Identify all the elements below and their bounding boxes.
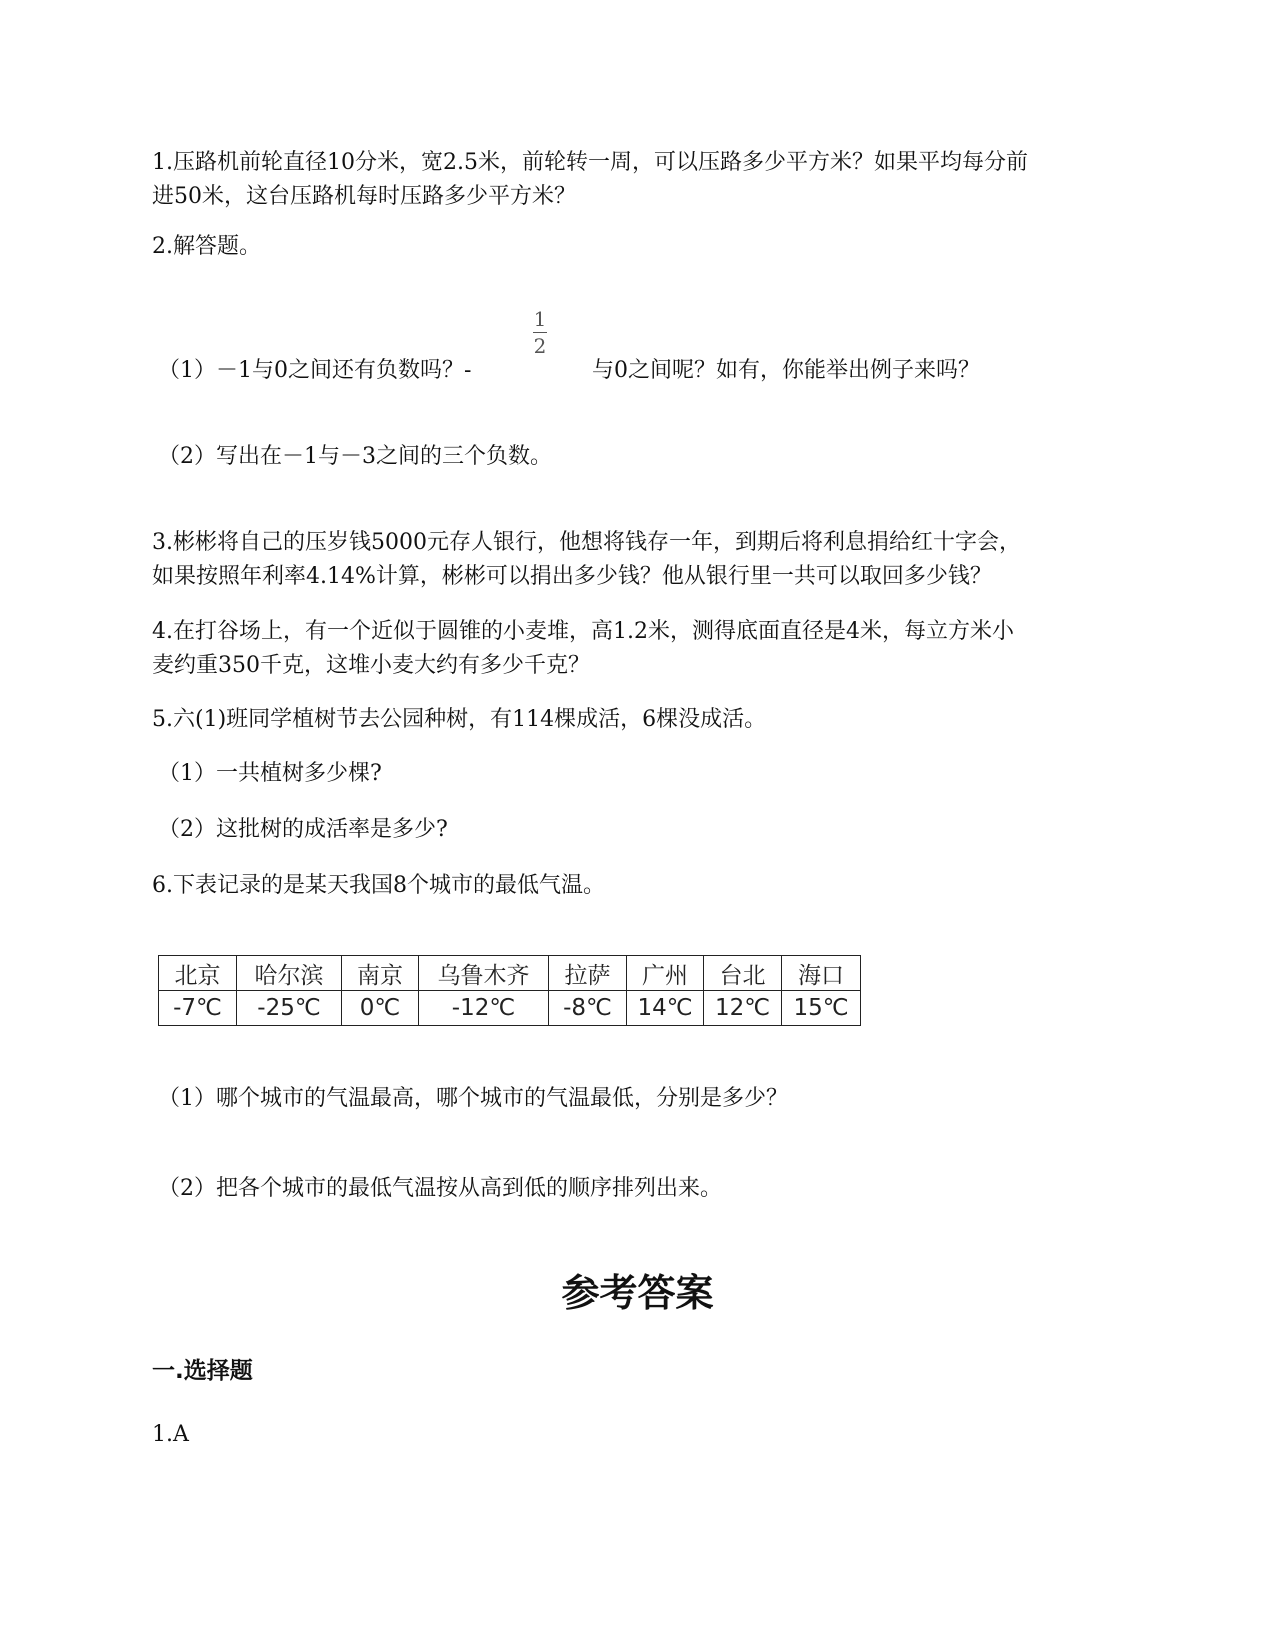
fraction-numerator: 1 — [533, 307, 547, 331]
table-cell-city: 台北 — [704, 956, 782, 991]
question-3-line-1: 3.彬彬将自己的压岁钱5000元存人银行，他想将钱存一年，到期后将利息捐给红十字会， — [152, 530, 1021, 555]
table-cell-city: 拉萨 — [549, 956, 627, 991]
table-cell-temp: 0℃ — [342, 991, 419, 1026]
question-1 — [152, 146, 1132, 214]
table-row-temperatures — [159, 991, 861, 1026]
question-2-sub-1-after: 与0之间呢？如有，你能举出例子来吗？ — [592, 358, 980, 383]
table-cell-city: 哈尔滨 — [237, 956, 342, 991]
table-cell-temp: 14℃ — [627, 991, 704, 1026]
table-cell-temp: 15℃ — [782, 991, 861, 1026]
answer-1: 1.A — [152, 1422, 189, 1447]
question-6-title: 6.下表记录的是某天我国8个城市的最低气温。 — [152, 873, 605, 898]
table-cell-city: 乌鲁木齐 — [419, 956, 549, 991]
question-6-sub-1: （1）哪个城市的气温最高，哪个城市的气温最低，分别是多少？ — [158, 1086, 788, 1111]
table-cell-city: 北京 — [159, 956, 237, 991]
table-cell-city: 海口 — [782, 956, 861, 991]
table-cell-temp: -25℃ — [237, 991, 342, 1026]
answers-title: 参考答案 — [561, 1270, 714, 1315]
temperature-table — [158, 955, 861, 1026]
question-2-title: 2.解答题。 — [152, 234, 261, 259]
table-cell-temp: -12℃ — [419, 991, 549, 1026]
question-3-line-2: 如果按照年利率4.14%计算，彬彬可以捐出多少钱？他从银行里一共可以取回多少钱？ — [152, 564, 992, 589]
table-cell-city: 南京 — [342, 956, 419, 991]
table-cell-temp: -7℃ — [159, 991, 237, 1026]
question-4-line-1: 4.在打谷场上，有一个近似于圆锥的小麦堆，高1.2米，测得底面直径是4米，每立方米小 — [152, 619, 1014, 644]
table-cell-city: 广州 — [627, 956, 704, 991]
fraction-denominator: 2 — [533, 334, 547, 358]
fraction-bar — [533, 332, 547, 333]
question-6-sub-2: （2）把各个城市的最低气温按从高到低的顺序排列出来。 — [158, 1176, 722, 1201]
question-3 — [152, 526, 1132, 594]
table-cell-temp: 12℃ — [704, 991, 782, 1026]
question-2-sub-2: （2）写出在－1与－3之间的三个负数。 — [158, 444, 552, 469]
question-5-title: 5.六(1)班同学植树节去公园种树，有114棵成活，6棵没成活。 — [152, 707, 767, 732]
question-4-line-2: 麦约重350千克，这堆小麦大约有多少千克？ — [152, 653, 590, 678]
table-cell-temp: -8℃ — [549, 991, 627, 1026]
question-4 — [152, 615, 1132, 683]
table-row-cities — [159, 956, 861, 991]
question-2-sub-1-before: （1）－1与0之间还有负数吗？- — [158, 358, 472, 383]
question-1-line-1: 1.压路机前轮直径10分米，宽2.5米，前轮转一周，可以压路多少平方米？如果平均每分前 — [152, 150, 1028, 175]
fraction-one-half — [528, 307, 552, 358]
answers-section-heading: 一.选择题 — [152, 1358, 253, 1384]
question-1-line-2: 进50米，这台压路机每时压路多少平方米？ — [152, 184, 576, 209]
question-5-sub-1: （1）一共植树多少棵? — [158, 761, 382, 786]
question-5-sub-2: （2）这批树的成活率是多少? — [158, 817, 448, 842]
